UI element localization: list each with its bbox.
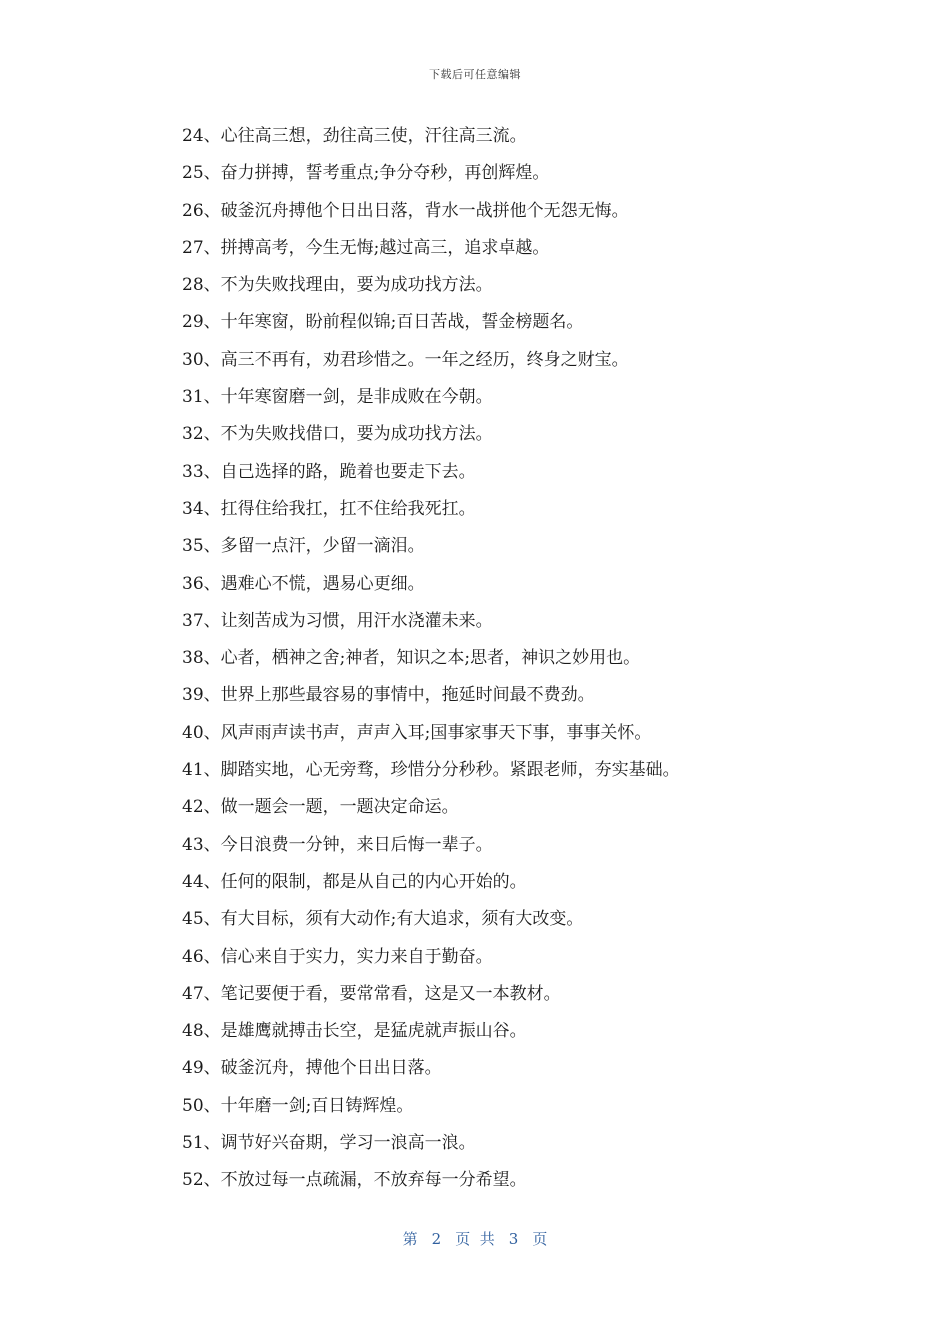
item-text: 是雄鹰就搏击长空，是猛虎就声振山谷。	[220, 1021, 527, 1042]
list-item	[182, 1013, 882, 1050]
page-footer	[0, 1228, 950, 1249]
page-header: 下载后可任意编辑	[429, 68, 521, 81]
item-text: 十年磨一剑;百日铸辉煌。	[220, 1095, 414, 1116]
item-text: 风声雨声读书声，声声入耳;国事家事天下事，事事关怀。	[220, 722, 652, 743]
item-text: 扛得住给我扛，扛不住给我死扛。	[220, 498, 476, 519]
list-item	[182, 1125, 882, 1162]
list-item	[182, 379, 882, 416]
item-text: 遇难心不慌，遇易心更细。	[220, 573, 425, 594]
item-number: 38、	[182, 648, 221, 669]
item-text: 破釜沉舟搏他个日出日落，背水一战拼他个无怨无悔。	[220, 200, 629, 221]
item-number: 45、	[182, 909, 221, 930]
list-item	[182, 789, 882, 826]
item-number: 43、	[182, 834, 221, 855]
item-number: 25、	[182, 163, 221, 184]
list-item	[182, 715, 882, 752]
item-number: 44、	[182, 871, 221, 892]
item-number: 48、	[182, 1021, 221, 1042]
item-number: 27、	[182, 237, 221, 258]
item-number: 40、	[182, 722, 221, 743]
list-item	[182, 939, 882, 976]
list-item	[182, 1050, 882, 1087]
item-text: 不为失败找理由，要为成功找方法。	[220, 275, 493, 296]
list-item	[182, 976, 882, 1013]
item-number: 46、	[182, 946, 221, 967]
item-text: 十年寒窗磨一剑，是非成败在今朝。	[220, 387, 493, 408]
list-item	[182, 827, 882, 864]
list-item	[182, 640, 882, 677]
list-item	[182, 193, 882, 230]
list-item	[182, 677, 882, 714]
item-text: 自己选择的路，跪着也要走下去。	[220, 461, 476, 482]
item-number: 50、	[182, 1095, 221, 1116]
item-number: 31、	[182, 387, 221, 408]
item-number: 41、	[182, 760, 221, 781]
list-item	[182, 230, 882, 267]
list-item	[182, 603, 882, 640]
list-item	[182, 416, 882, 453]
footer-page-number: 2	[431, 1230, 442, 1248]
item-text: 多留一点汗，少留一滴泪。	[220, 536, 425, 557]
list-item	[182, 752, 882, 789]
list-item	[182, 454, 882, 491]
footer-prefix: 第	[402, 1230, 418, 1248]
item-number: 51、	[182, 1133, 221, 1154]
footer-total-pages: 3	[508, 1230, 519, 1248]
quote-list	[182, 118, 882, 1200]
item-number: 34、	[182, 498, 221, 519]
item-text: 心往高三想，劲往高三使，汗往高三流。	[220, 126, 527, 146]
item-text: 不放过每一点疏漏，不放弃每一分希望。	[220, 1170, 527, 1191]
list-item	[182, 864, 882, 901]
item-text: 笔记要便于看，要常常看，这是又一本教材。	[220, 983, 561, 1004]
item-number: 29、	[182, 312, 221, 333]
item-text: 任何的限制，都是从自己的内心开始的。	[220, 871, 527, 892]
item-text: 有大目标，须有大动作;有大追求，须有大改变。	[220, 909, 584, 930]
footer-suffix: 页	[532, 1230, 548, 1248]
item-text: 让刻苦成为习惯，用汗水浇灌未来。	[220, 610, 493, 631]
list-item	[182, 304, 882, 341]
item-number: 52、	[182, 1170, 221, 1191]
item-number: 32、	[182, 424, 221, 445]
item-text: 奋力拼搏，誓考重点;争分夺秒，再创辉煌。	[220, 163, 550, 184]
list-item	[182, 566, 882, 603]
item-text: 脚踏实地，心无旁骛，珍惜分分秒秒。紧跟老师，夯实基础。	[220, 760, 680, 781]
item-number: 24、	[182, 126, 221, 146]
list-item	[182, 1088, 882, 1125]
item-text: 调节好兴奋期，学习一浪高一浪。	[220, 1133, 476, 1154]
item-number: 35、	[182, 536, 221, 557]
list-item	[182, 528, 882, 565]
list-item	[182, 491, 882, 528]
footer-middle: 页 共	[455, 1230, 495, 1248]
item-text: 拼搏高考，今生无悔;越过高三，追求卓越。	[220, 237, 550, 258]
item-number: 37、	[182, 610, 221, 631]
item-number: 30、	[182, 349, 221, 370]
item-number: 26、	[182, 200, 221, 221]
item-text: 不为失败找借口，要为成功找方法。	[220, 424, 493, 445]
item-number: 28、	[182, 275, 221, 296]
item-text: 十年寒窗，盼前程似锦;百日苦战，誓金榜题名。	[220, 312, 584, 333]
list-item	[182, 267, 882, 304]
item-number: 42、	[182, 797, 221, 818]
item-text: 破釜沉舟，搏他个日出日落。	[220, 1058, 442, 1079]
item-text: 心者，栖神之舍;神者，知识之本;思者，神识之妙用也。	[220, 648, 641, 669]
item-number: 39、	[182, 685, 221, 706]
item-text: 做一题会一题，一题决定命运。	[220, 797, 459, 818]
list-item	[182, 155, 882, 192]
item-text: 今日浪费一分钟，来日后悔一辈子。	[220, 834, 493, 855]
item-number: 36、	[182, 573, 221, 594]
item-text: 高三不再有，劝君珍惜之。一年之经历，终身之财宝。	[220, 349, 629, 370]
list-item	[182, 118, 882, 155]
item-text: 世界上那些最容易的事情中，拖延时间最不费劲。	[220, 685, 595, 706]
list-item	[182, 901, 882, 938]
item-text: 信心来自于实力，实力来自于勤奋。	[220, 946, 493, 967]
item-number: 49、	[182, 1058, 221, 1079]
list-item	[182, 1162, 882, 1199]
list-item	[182, 342, 882, 379]
item-number: 47、	[182, 983, 221, 1004]
item-number: 33、	[182, 461, 221, 482]
